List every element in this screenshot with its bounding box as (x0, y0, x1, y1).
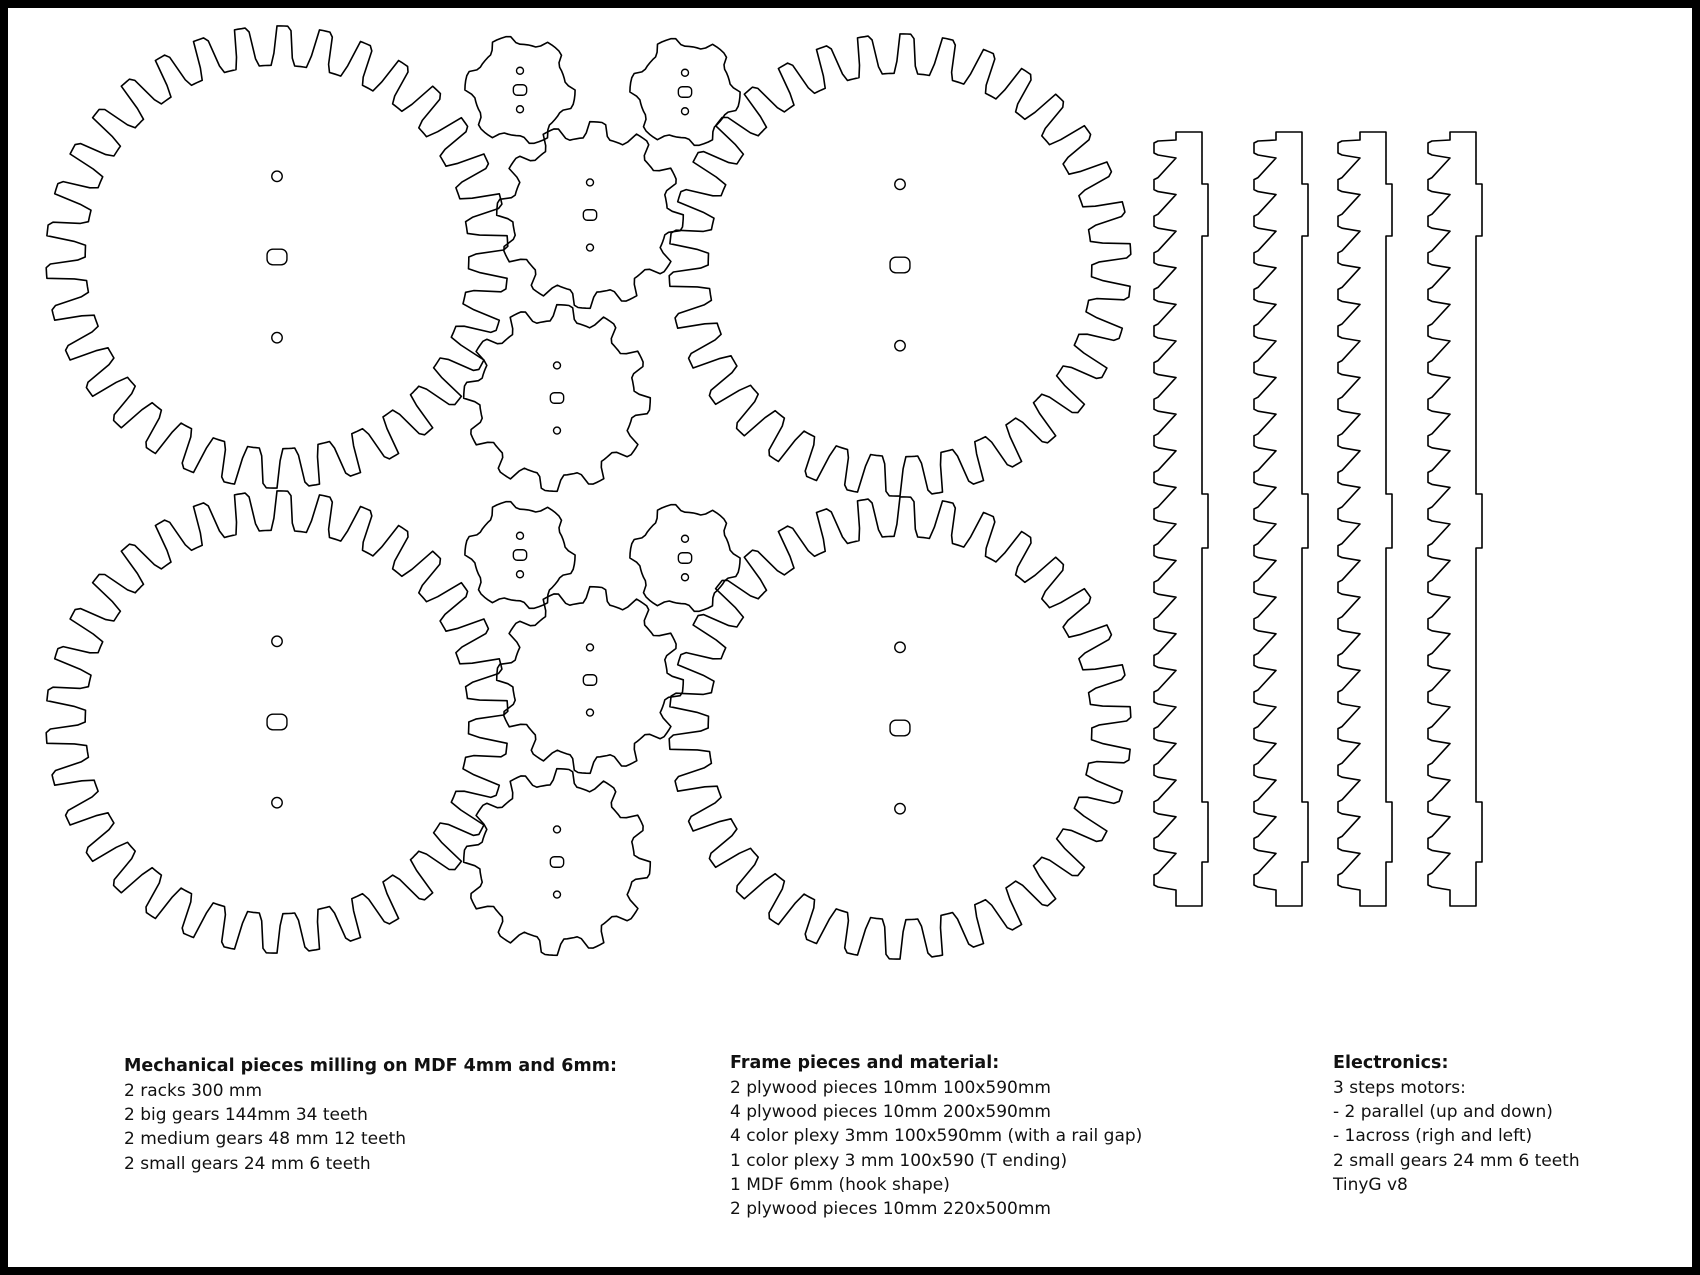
electronics-note-line: 2 small gears 24 mm 6 teeth (1333, 1150, 1580, 1171)
mount-hole (517, 571, 524, 578)
electronics-note-line: - 1across (righ and left) (1333, 1126, 1533, 1147)
mechanical-note-line: 2 big gears 144mm 34 teeth (124, 1105, 368, 1126)
mount-hole (587, 709, 594, 716)
gear-outline (465, 37, 575, 144)
frame-note-line: 2 plywood pieces 10mm 100x590mm (730, 1078, 1051, 1098)
gear-outline (497, 122, 684, 309)
axle-slot (550, 393, 563, 404)
electronics-notes (1333, 1051, 1580, 1197)
gear-outline (630, 39, 740, 146)
rack-2 (1254, 132, 1308, 906)
electronics-note-line: TinyG v8 (1333, 1174, 1408, 1195)
mount-hole (895, 803, 905, 813)
mechanical-notes-title: Mechanical pieces milling on MDF 4mm and 6mm: (124, 1056, 617, 1076)
mount-hole (554, 826, 561, 833)
big-gear-4 (669, 497, 1131, 959)
rack-outline (1428, 132, 1482, 906)
frame-pieces-notes (730, 1051, 1142, 1221)
frame-note-line: 1 MDF 6mm (hook shape) (730, 1174, 950, 1195)
rack-outline (1254, 132, 1308, 906)
mount-hole (554, 891, 561, 898)
axle-slot (267, 249, 287, 265)
mount-hole (895, 179, 905, 189)
big-gear-3 (46, 491, 508, 953)
small-gear-10 (630, 39, 740, 146)
mount-hole (272, 171, 282, 181)
gear-outline (46, 26, 508, 488)
drawing-sheet (8, 8, 1692, 1267)
gear-outline (497, 587, 684, 774)
frame-notes-title: Frame pieces and material: (730, 1053, 1000, 1073)
axle-slot (890, 720, 910, 736)
mount-hole (682, 574, 689, 581)
axle-slot (583, 210, 596, 221)
mount-hole (272, 332, 282, 342)
mount-hole (682, 535, 689, 542)
axle-slot (583, 675, 596, 686)
mount-hole (587, 179, 594, 186)
mount-hole (895, 642, 905, 652)
medium-gear-7 (497, 587, 684, 774)
gear-outline (46, 491, 508, 953)
mount-hole (517, 67, 524, 74)
axle-slot (678, 87, 691, 98)
axle-slot (678, 553, 691, 564)
mount-hole (682, 69, 689, 76)
electronics-notes-title: Electronics: (1333, 1053, 1449, 1073)
small-gear-9 (465, 37, 575, 144)
mount-hole (682, 108, 689, 115)
frame-note-line: 1 color plexy 3 mm 100x590 (T ending) (730, 1150, 1068, 1171)
mount-hole (895, 340, 905, 350)
mount-hole (587, 244, 594, 251)
electronics-note-line: 3 steps motors: (1333, 1078, 1466, 1098)
small-gear-11 (465, 502, 575, 609)
mount-hole (272, 797, 282, 807)
gear-outline (669, 497, 1131, 959)
axle-slot (513, 550, 526, 561)
big-gear-1 (46, 26, 508, 488)
axle-slot (890, 257, 910, 273)
mount-hole (554, 362, 561, 369)
mount-hole (272, 636, 282, 646)
rack-4 (1428, 132, 1482, 906)
medium-gear-5 (497, 122, 684, 309)
mount-hole (517, 532, 524, 539)
rack-1 (1154, 132, 1208, 906)
axle-slot (267, 714, 287, 730)
rack-3 (1338, 132, 1392, 906)
rack-outline (1338, 132, 1392, 906)
mount-hole (517, 106, 524, 113)
mount-hole (587, 644, 594, 651)
rack-outline (1154, 132, 1208, 906)
mechanical-pieces-notes (124, 1054, 617, 1176)
mechanical-note-line: 2 small gears 24 mm 6 teeth (124, 1153, 371, 1174)
frame-note-line: 2 plywood pieces 10mm 220x500mm (730, 1199, 1051, 1220)
mechanical-note-line: 2 medium gears 48 mm 12 teeth (124, 1129, 407, 1150)
axle-slot (513, 85, 526, 96)
frame-note-line: 4 plywood pieces 10mm 200x590mm (730, 1102, 1051, 1123)
axle-slot (550, 857, 563, 868)
mount-hole (554, 427, 561, 434)
mechanical-note-line: 2 racks 300 mm (124, 1081, 263, 1101)
frame-note-line: 4 color plexy 3mm 100x590mm (with a rail gap) (730, 1126, 1143, 1147)
electronics-note-line: - 2 parallel (up and down) (1333, 1102, 1553, 1123)
gear-outline (465, 502, 575, 609)
